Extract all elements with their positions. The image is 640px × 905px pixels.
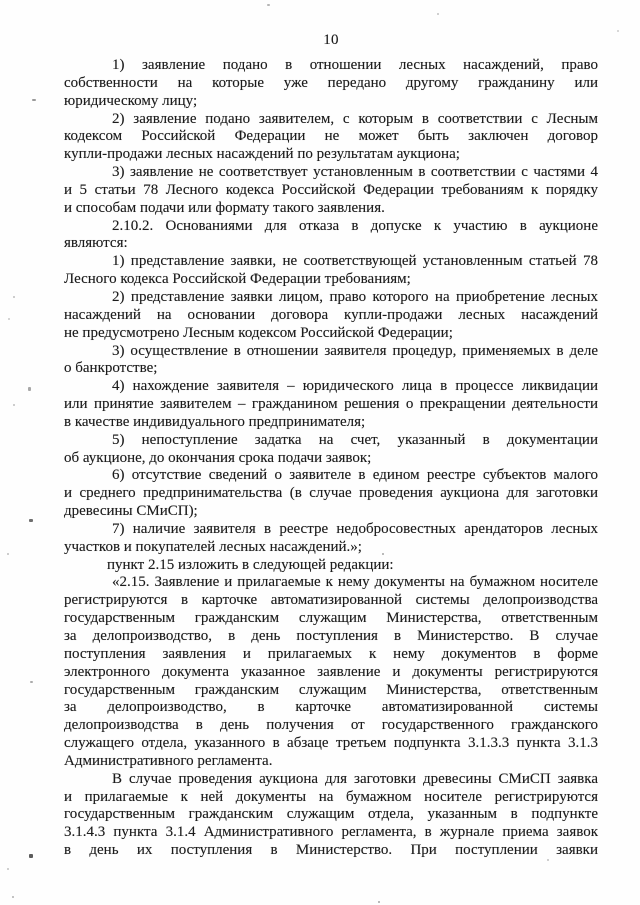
paragraph [64, 343, 598, 379]
text-line: 6) отсутствие сведений о заявителе в едином реестре субъектов малого [112, 467, 598, 484]
text-line: древесины СМиСП); [64, 503, 198, 520]
scan-speck [29, 854, 33, 858]
text-line: в качестве индивидуального предпринимателя; [64, 413, 366, 430]
text-line: не предусмотрено Лесным кодексом Российской Федерации; [64, 324, 453, 341]
text-line: участков и покупателей лесных насаждений.»; [64, 538, 362, 555]
paragraph [64, 57, 598, 111]
paragraph [64, 771, 598, 860]
text-line: и среднего предпринимательства (в случае проведения аукциона для заготовки [64, 485, 598, 502]
text-line: об аукционе, до окончания срока подачи заявок; [64, 449, 372, 466]
text-line: 7) наличие заявителя в реестре недобросовестных арендаторов лесных [112, 520, 598, 537]
text-line: 5) непоступление задатка на счет, указанный в документации [112, 431, 598, 448]
scan-speck [12, 896, 14, 898]
paragraph [64, 521, 598, 557]
paragraph [64, 432, 598, 468]
scan-speck [7, 868, 9, 870]
paragraph [64, 289, 598, 343]
text-line: 1) заявление подано в отношении лесных насаждений, право [112, 57, 598, 73]
text-line: 2.10.2. Основаниями для отказа в допуске к участию в аукционе [112, 217, 598, 234]
scan-speck [547, 859, 549, 861]
text-line: 1) представление заявки, не соответствующей установленным статьей 78 [112, 253, 598, 270]
text-line: и способам подачи или формату такого заявления. [64, 199, 385, 216]
text-line: Лесного кодекса Российской Федерации требованиям; [64, 271, 411, 288]
text-line: государственным гражданским служащим Министерства, ответственным [64, 681, 598, 698]
scan-speck [8, 318, 10, 320]
paragraph [64, 574, 598, 770]
paragraph [64, 378, 598, 432]
text-line: делопроизводства в день получения от государственного гражданского [64, 717, 598, 734]
text-line: поступления заявления и прилагаемых к нему документов в форме [64, 645, 598, 662]
paragraph [64, 218, 598, 254]
text-line: регистрируются в карточке автоматизированной системы делопроизводства [64, 592, 598, 609]
text-line: «2.15. Заявление и прилагаемые к нему документы на бумажном носителе [112, 574, 598, 591]
scan-speck [28, 387, 31, 391]
scan-speck [32, 99, 36, 101]
text-line: государственным гражданским служащим отдела, указанным в подпункте [64, 806, 598, 823]
text-line: государственным гражданским служащим Министерства, ответственным [64, 610, 598, 627]
text-line: насаждений на основании договора купли-продажи лесных насаждений [64, 306, 598, 323]
text-line: 4) нахождение заявителя – юридического лица в процессе ликвидации [112, 378, 598, 395]
scan-speck [13, 296, 15, 298]
text-line: в день их поступления в Министерство. При поступлении заявки [64, 842, 598, 859]
text-line: и 5 статьи 78 Лесного кодекса Российской Федерации требованиям к порядку [64, 181, 598, 198]
paragraph [64, 253, 598, 289]
text-line: являются: [64, 235, 128, 252]
text-line: 3) заявление не соответствует установленным в соответствии с частями 4 [112, 164, 598, 181]
text-line: пункт 2.15 изложить в следующей редакции: [107, 556, 394, 573]
page-number: 10 [323, 32, 339, 48]
text-line: или принятие заявителем – гражданином решения о прекращении деятельности [64, 396, 598, 413]
text-line: 3.1.4.3 пункта 3.1.4 Административного регламента, в журнале приема заявок [64, 824, 598, 841]
scan-speck [617, 30, 619, 32]
scan-speck [267, 4, 270, 6]
scan-speck [30, 681, 33, 683]
text-line: 3) осуществление в отношении заявителя процедур, применяемых в деле [112, 342, 598, 359]
text-line: 2) представление заявки лицом, право которого на приобретение лесных [112, 288, 598, 305]
text-line: и прилагаемые к ней документы на бумажном носителе регистрируются [64, 788, 598, 805]
text-line: В случае проведения аукциона для заготовки древесины СМиСП заявка [112, 770, 598, 787]
paragraph [64, 111, 598, 165]
document-body [64, 57, 598, 860]
paragraph [64, 557, 598, 575]
scan-speck [437, 13, 439, 15]
text-line: за делопроизводство, в карточке автоматизированной системы [64, 699, 598, 716]
text-line: юридическому лицу; [64, 92, 198, 109]
text-line: кодексом Российской Федерации не может быть заключен договор [64, 128, 598, 145]
scan-speck [382, 553, 384, 555]
scan-speck [378, 901, 380, 903]
text-line: за делопроизводство, в день поступления в Министерство. В случае [64, 628, 598, 644]
text-line: служащего отдела, указанного в абзаце третьем подпункта 3.1.3.3 пункта 3.1.3 [64, 735, 598, 752]
paragraph [64, 467, 598, 521]
text-line: Административного регламента. [64, 752, 273, 769]
text-line: о банкротстве; [64, 360, 158, 377]
text-line: электронного документа указанное заявление и документы регистрируются [64, 663, 598, 680]
scan-speck [29, 519, 33, 522]
scan-speck [13, 404, 15, 406]
text-line: купли-продажи лесных насаждений по результатам аукциона; [64, 146, 460, 163]
scan-speck [7, 553, 9, 555]
paragraph [64, 164, 598, 218]
text-line: собственности на которые уже передано другому гражданину или [64, 74, 598, 91]
text-line: 2) заявление подано заявителем, с которым в соответствии с Лесным [112, 110, 598, 127]
